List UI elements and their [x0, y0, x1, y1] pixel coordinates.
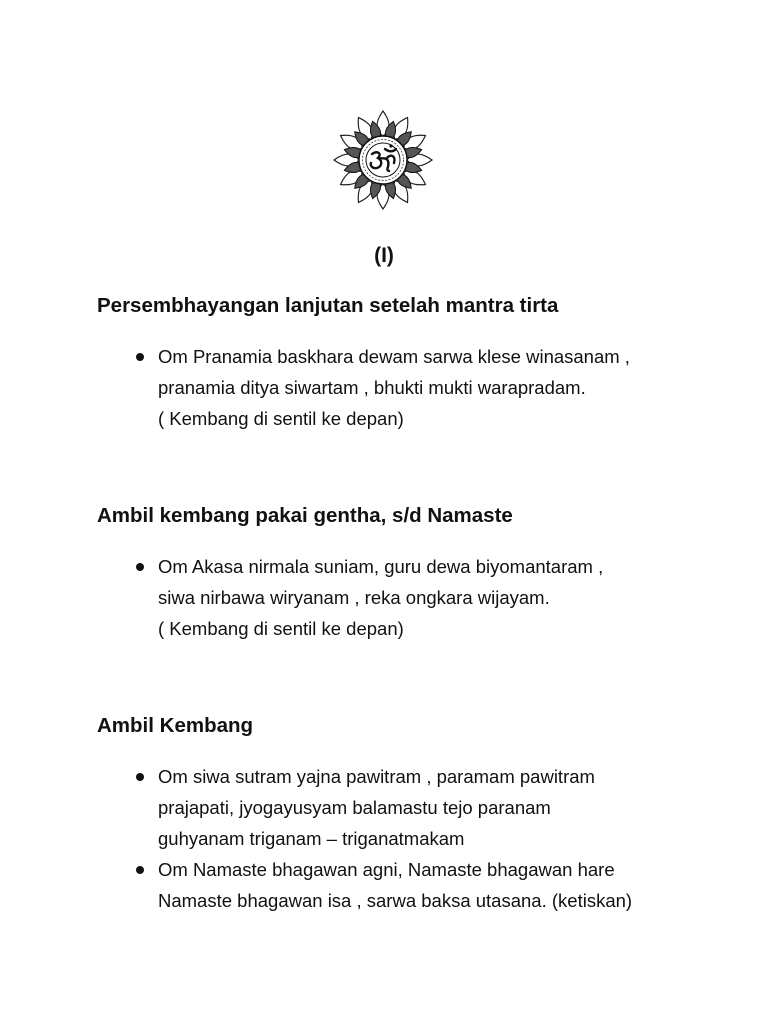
verse-item: [134, 341, 630, 434]
verse-list-3: [134, 761, 632, 916]
verse-line: guhyanam triganam – triganatmakam: [158, 828, 465, 849]
om-mandala-icon: [327, 110, 439, 210]
verse-list-2: [134, 551, 603, 644]
section-heading-3: Ambil Kembang: [97, 714, 254, 737]
verse-line: pranamia ditya siwartam , bhukti mukti warapradam.: [158, 377, 586, 398]
verse-line: Om Namaste bhagawan agni, Namaste bhagawan hare: [158, 859, 615, 880]
section-numeral: (I): [374, 244, 394, 267]
section-heading-2: Ambil kembang pakai gentha, s/d Namaste: [97, 504, 513, 527]
verse-line: Namaste bhagawan isa , sarwa baksa utasana. (ketiskan): [158, 890, 633, 911]
verse-line: siwa nirbawa wiryanam , reka ongkara wijayam.: [158, 587, 550, 608]
verse-line: Om Akasa nirmala suniam, guru dewa biyomantaram ,: [158, 556, 604, 577]
verse-line: Om Pranamia baskhara dewam sarwa klese winasanam ,: [158, 346, 630, 367]
verse-line: Om siwa sutram yajna pawitram , paramam pawitram: [158, 766, 595, 787]
verse-line: prajapati, jyogayusyam balamastu tejo paranam: [158, 797, 551, 818]
verse-item: [134, 551, 603, 644]
verse-item: [134, 761, 632, 854]
verse-item: [134, 854, 632, 916]
verse-note: ( Kembang di sentil ke depan): [158, 618, 404, 639]
section-heading-1: Persembhayangan lanjutan setelah mantra tirta: [97, 294, 559, 317]
verse-note: ( Kembang di sentil ke depan): [158, 408, 404, 429]
verse-list-1: [134, 341, 630, 434]
